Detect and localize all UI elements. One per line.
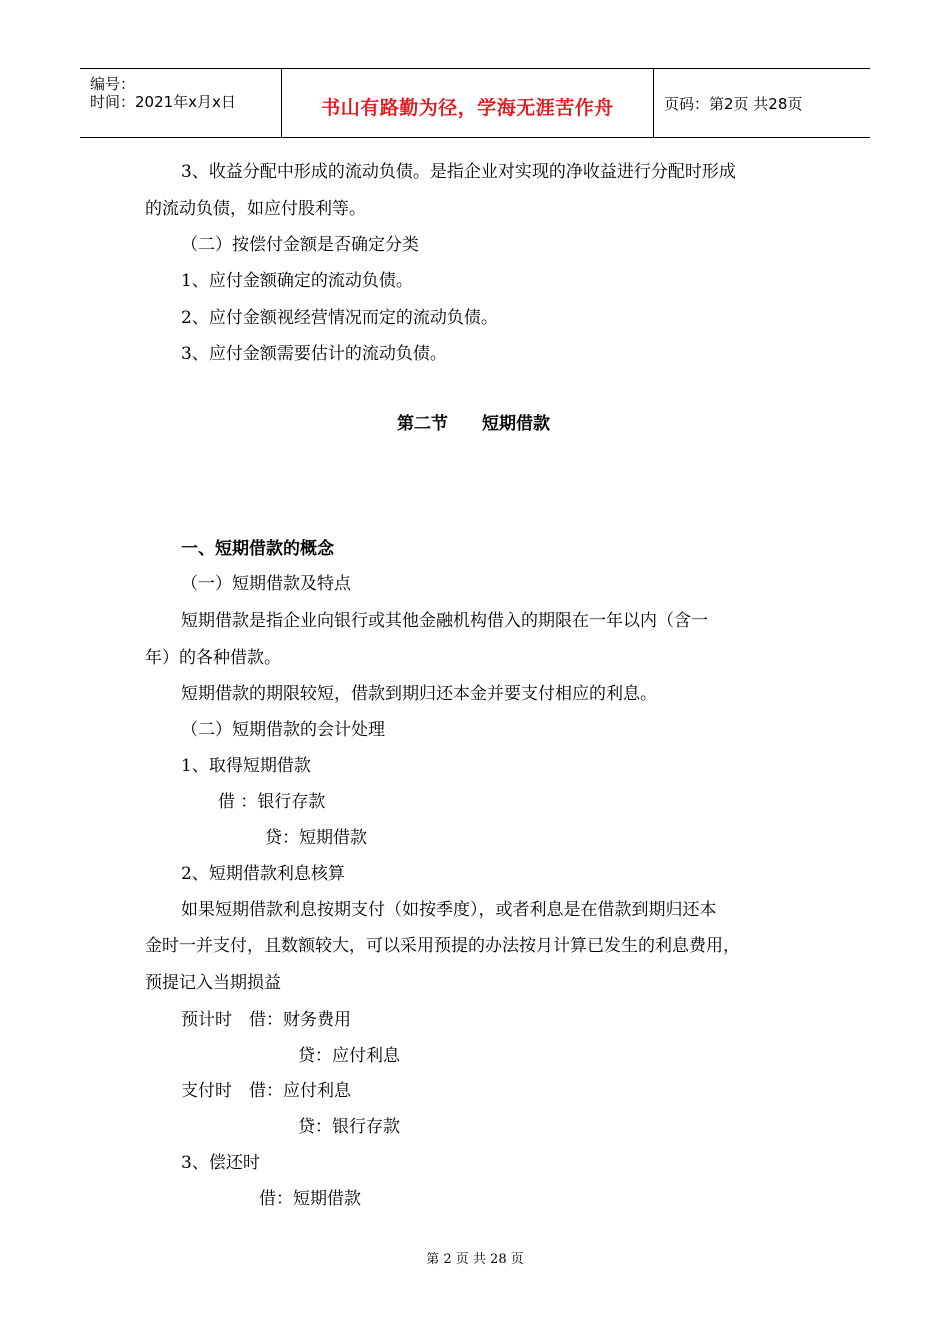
- paragraph-line: 如果短期借款利息按期支付（如按季度），或者利息是在借款到期归还本: [181, 900, 717, 920]
- header-meta-cell: [80, 69, 282, 137]
- list-item: 2、应付金额视经营情况而定的流动负债。: [181, 308, 498, 328]
- list-item: 3、应付金额需要估计的流动负债。: [181, 344, 447, 364]
- journal-entry-debit: 支付时 借：应付利息: [181, 1081, 351, 1101]
- paragraph-line: 的流动负债，如应付股利等。: [145, 199, 366, 219]
- page-footer: 第 2 页 共 28 页: [426, 1252, 524, 1267]
- section-title: 第二节 短期借款: [397, 414, 550, 434]
- page-header: [80, 68, 870, 138]
- paragraph-line: 年）的各种借款。: [145, 648, 281, 668]
- journal-entry-debit: 借 ：银行存款: [218, 792, 326, 812]
- time-label: 时间：2021年x月x日: [90, 93, 236, 111]
- list-item: 1、应付金额确定的流动负债。: [181, 271, 413, 291]
- journal-entry-credit: 贷：应付利息: [298, 1046, 400, 1066]
- paragraph-line: 3、收益分配中形成的流动负债。是指企业对实现的净收益进行分配时形成: [181, 162, 736, 182]
- list-item: 1、取得短期借款: [181, 756, 311, 776]
- heading: 一、短期借款的概念: [181, 539, 334, 559]
- paragraph-line: 预提记入当期损益: [145, 973, 281, 993]
- subheading: （二）短期借款的会计处理: [181, 720, 385, 740]
- subheading: （一）短期借款及特点: [181, 574, 351, 594]
- journal-entry-credit: 贷：银行存款: [298, 1117, 400, 1137]
- page-info: 页码：第2页 共28页: [664, 95, 803, 113]
- paragraph-line: 金时一并支付，且数额较大，可以采用预提的办法按月计算已发生的利息费用，: [145, 936, 740, 956]
- journal-entry-debit: 借：短期借款: [259, 1189, 361, 1209]
- paragraph-line: 短期借款的期限较短，借款到期归还本金并要支付相应的利息。: [181, 684, 657, 704]
- motto-text: 书山有路勤为径，学海无涯苦作舟: [321, 97, 614, 119]
- header-motto-cell: [282, 69, 654, 137]
- list-item: 2、短期借款利息核算: [181, 864, 345, 884]
- header-page-cell: [654, 69, 870, 137]
- list-item: 3、偿还时: [181, 1153, 260, 1173]
- subheading: （二）按偿付金额是否确定分类: [181, 235, 419, 255]
- number-label: 编号：: [90, 75, 136, 93]
- paragraph-line: 短期借款是指企业向银行或其他金融机构借入的期限在一年以内（含一: [181, 611, 708, 631]
- journal-entry-debit: 预计时 借：财务费用: [181, 1010, 351, 1030]
- journal-entry-credit: 贷：短期借款: [265, 828, 367, 848]
